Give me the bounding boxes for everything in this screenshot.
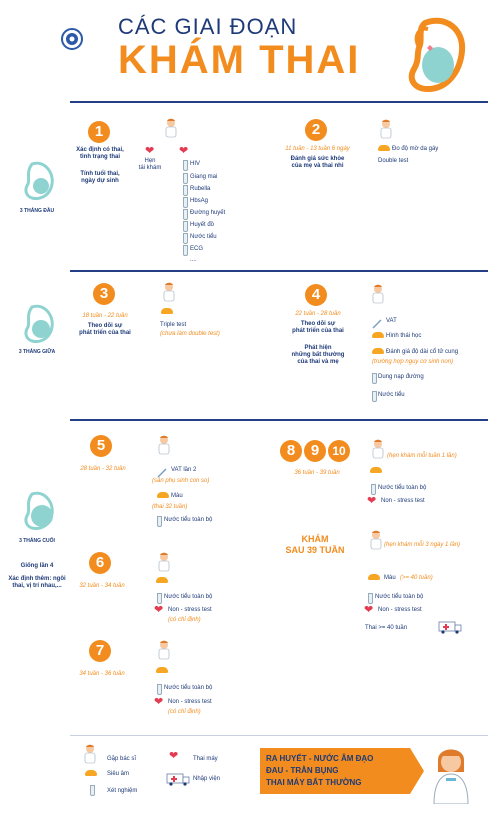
- test-tube-icon: [183, 197, 188, 208]
- test-tube-icon: [157, 593, 162, 604]
- test-tube-icon: [183, 209, 188, 220]
- visit1-appointment: Hẹn tái khám: [138, 158, 162, 171]
- visit8-weeks: 36 tuần - 39 tuần: [294, 470, 340, 476]
- belly-icon-t3: [18, 490, 58, 532]
- doctor-icon: [369, 530, 383, 550]
- visit-number-1: 1: [88, 121, 110, 143]
- warning-line: RA HUYẾT - NƯỚC ÂM ĐẠO: [266, 754, 374, 763]
- visit-number-2: 2: [305, 119, 327, 141]
- after39-item: Non - stress test: [378, 607, 422, 613]
- visit6-weeks: 32 tuần - 34 tuần: [79, 583, 125, 589]
- ultrasound-icon: [368, 574, 380, 580]
- heart-icon: ❤: [179, 145, 189, 157]
- test-item: ECG: [190, 246, 204, 252]
- visit-number-3: 3: [93, 283, 115, 305]
- visit-number-8: 8: [280, 440, 302, 462]
- trimester-label-first: 3 THÁNG ĐẦU: [19, 208, 55, 214]
- test-tube-icon: [372, 373, 377, 384]
- test-tube-icon: [183, 160, 188, 171]
- test-tube-icon: [183, 185, 188, 196]
- visit2-goal: Đánh giá sức khỏe của mẹ và thai nhi: [290, 156, 345, 169]
- ultrasound-icon: [156, 667, 168, 673]
- visit8-item: Nước tiểu toàn bộ: [378, 485, 427, 491]
- ultrasound-icon: [161, 308, 173, 314]
- visit7-item: Non - stress test: [168, 699, 212, 705]
- test-tube-icon: [371, 484, 376, 495]
- ultrasound-icon: [370, 467, 382, 473]
- legend-divider: [70, 735, 488, 736]
- syringe-icon: [372, 316, 382, 326]
- after39-admit: Thai >= 40 tuần: [365, 625, 408, 631]
- visit2-weeks: 11 tuần - 13 tuần 6 ngày: [285, 146, 350, 152]
- visit5-mau-note: (thai 32 tuần): [152, 504, 188, 510]
- third-trimester-extra: Giống lần 4 Xác định thêm: ngôi thai, vị trí nhau,...: [8, 563, 66, 589]
- doctor-icon: [162, 282, 176, 302]
- doctor-icon: [379, 119, 393, 139]
- visit1-goal: Xác định có thai, tình trạng thai: [76, 147, 124, 160]
- test-tube-icon: [90, 785, 95, 796]
- after39-title: KHÁM SAU 39 TUẦN: [285, 534, 345, 555]
- visit-number-10: 10: [328, 440, 350, 462]
- visit7-note: (có chỉ định): [168, 709, 201, 715]
- test-item: HbsAg: [190, 198, 209, 204]
- doctor-icon: [157, 435, 171, 455]
- test-item: Nước tiểu: [190, 234, 217, 240]
- fetal-heart-icon: ❤: [154, 696, 164, 708]
- test-item: Huyết đồ: [190, 222, 215, 228]
- section-divider-2: [70, 270, 488, 272]
- visit-number-4: 4: [305, 284, 327, 306]
- visit-number-7: 7: [89, 640, 111, 662]
- test-tube-icon: [183, 173, 188, 184]
- visit6-item: Nước tiểu toàn bộ: [164, 594, 213, 600]
- page-subtitle: CÁC GIAI ĐOẠN: [118, 14, 298, 39]
- visit7-weeks: 34 tuần - 36 tuần: [79, 671, 125, 677]
- legend-lab: Xét nghiệm: [107, 788, 138, 794]
- doctor-icon: [83, 744, 97, 764]
- doctor-icon: [371, 284, 385, 304]
- pregnant-mother-illustration: [400, 15, 470, 95]
- warning-line: ĐAU - TRẰN BỤNG: [266, 766, 339, 775]
- test-tube-icon: [372, 391, 377, 402]
- visit4-item: Nước tiểu: [378, 392, 405, 398]
- ultrasound-icon: [372, 348, 384, 354]
- visit4-item: Đánh giá độ dài cổ tử cung: [386, 349, 459, 355]
- visit5-vat-note: (sản phụ sinh con so): [152, 478, 210, 484]
- test-tube-icon: [183, 233, 188, 244]
- visit4-item: Dung nạp đường: [378, 374, 424, 380]
- visit2-item: Đo độ mờ da gáy: [392, 146, 439, 152]
- fetal-heart-icon: ❤: [367, 495, 377, 507]
- after39-schedule: (hẹn khám mỗi 3 ngày 1 lần): [384, 542, 461, 548]
- visit4-goal2: Phát hiện những bất thường của thai và mẹ: [291, 345, 345, 365]
- visit5-item: Màu: [171, 493, 183, 499]
- section-divider-1: [70, 101, 488, 103]
- visit-number-9: 9: [304, 440, 326, 462]
- visit-number-5: 5: [90, 435, 112, 457]
- visit4-cervix-note: (trường hợp nguy cơ sinh non): [372, 359, 454, 365]
- test-item: HIV: [190, 161, 201, 167]
- ultrasound-icon: [85, 770, 97, 776]
- legend-fetal: Thai máy: [193, 756, 218, 762]
- visit3-note: (chưa làm double test): [160, 331, 220, 337]
- visit3-weeks: 18 tuần - 22 tuần: [82, 313, 128, 319]
- doctor-icon: [164, 118, 178, 138]
- ultrasound-icon: [378, 145, 390, 151]
- visit4-item: Hình thái học: [386, 333, 422, 339]
- visit2-item: Double test: [378, 158, 409, 164]
- test-item: Rubella: [190, 186, 211, 192]
- fetal-heart-icon: ❤: [169, 750, 179, 762]
- legend-hospital: Nhập viện: [193, 776, 221, 782]
- trimester-label-second: 3 THÁNG GIỮA: [18, 349, 56, 355]
- visit3-goal: Theo dõi sự phát triển của thai: [79, 323, 131, 336]
- visit8-item: Non - stress test: [381, 498, 425, 504]
- test-tube-icon: [368, 593, 373, 604]
- ultrasound-icon: [157, 492, 169, 498]
- test-tube-icon: [183, 245, 188, 256]
- warning-line: THAI MÁY BẤT THƯỜNG: [266, 778, 362, 787]
- ambulance-icon: [166, 772, 190, 786]
- visit5-item: Nước tiểu toàn bộ: [164, 517, 213, 523]
- visit4-item: VAT: [386, 318, 397, 324]
- visit4-goal: Theo dõi sự phát triển của thai: [292, 321, 344, 334]
- visit3-item: Triple test: [160, 322, 187, 328]
- test-tube-icon: [157, 516, 162, 527]
- trimester-label-third: 3 THÁNG CUỐI: [19, 538, 55, 544]
- legend-ultrasound: Siêu âm: [107, 771, 130, 777]
- visit6-item: Non - stress test: [168, 607, 212, 613]
- heart-icon: ❤: [145, 145, 155, 157]
- ultrasound-icon: [156, 577, 168, 583]
- ultrasound-icon: [372, 332, 384, 338]
- test-item: Giang mai: [190, 174, 218, 180]
- visit7-item: Nước tiểu toàn bộ: [164, 685, 213, 691]
- visit8-schedule: (hẹn khám mỗi tuần 1 lần): [387, 453, 457, 459]
- page-title: KHÁM THAI: [118, 38, 361, 82]
- doctor-icon: [157, 552, 171, 572]
- belly-icon-t1: [18, 160, 58, 202]
- fetal-heart-icon: ❤: [154, 604, 164, 616]
- visit-number-6: 6: [89, 552, 111, 574]
- doctor-icon: [371, 439, 385, 459]
- visit5-weeks: 28 tuần - 32 tuần: [80, 466, 126, 472]
- visit5-vat: VAT lần 2: [171, 467, 197, 473]
- test-tube-icon: [157, 684, 162, 695]
- after39-item: Nước tiểu toàn bộ: [375, 594, 424, 600]
- after39-mau-note: (>= 40 tuần): [400, 575, 433, 581]
- doctor-icon: [157, 640, 171, 660]
- visit1-goal2: Tính tuổi thai, ngày dự sinh: [80, 171, 120, 184]
- after39-mau: Màu: [384, 575, 396, 581]
- nurse-illustration: [428, 742, 474, 804]
- syringe-icon: [157, 465, 167, 475]
- test-item: ....: [190, 257, 197, 263]
- test-tube-icon: [183, 221, 188, 232]
- belly-icon-t2: [18, 303, 58, 345]
- hospital-logo: [61, 28, 83, 50]
- visit4-weeks: 22 tuần - 28 tuần: [295, 311, 341, 317]
- test-item: Đường huyết: [190, 210, 226, 216]
- fetal-heart-icon: ❤: [364, 604, 374, 616]
- visit6-note: (có chỉ định): [168, 617, 201, 623]
- warning-arrow: [410, 748, 424, 794]
- ambulance-icon: [438, 620, 462, 634]
- legend-doctor: Gặp bác sĩ: [107, 756, 137, 762]
- section-divider-3: [70, 419, 488, 421]
